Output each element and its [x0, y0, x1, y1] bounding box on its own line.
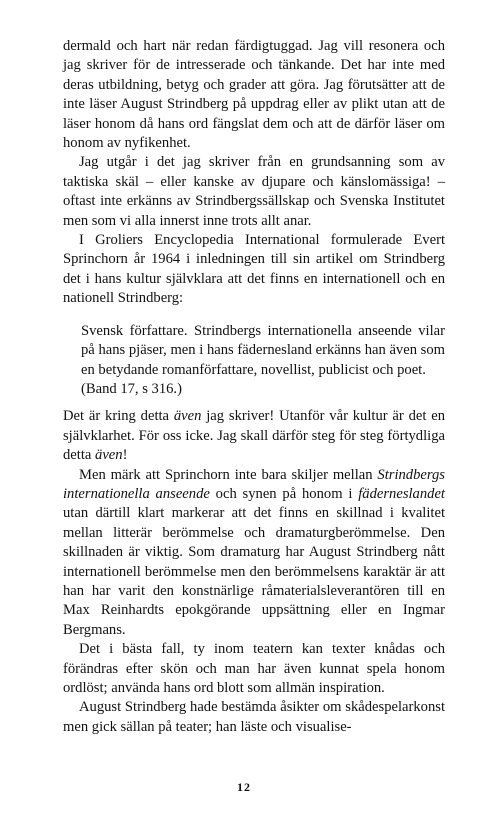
- quote-reference: (Band 17, s 316.): [81, 380, 182, 397]
- paragraph-6: Det i bästa fall, ty inom teatern kan texter knådas och förändras efter skön och man har även kunnat spela honom ordlöst; använda hans ord blott som allmän inspiration.: [63, 641, 445, 696]
- paragraph-4-emphasis-1: även: [173, 408, 202, 425]
- paragraph-5-part-b: och synen på honom i: [209, 485, 359, 502]
- body-text: [63, 37, 445, 737]
- block-quote: [81, 322, 445, 400]
- paragraph-5-emphasis-1: Strindbergs internationella anseende: [63, 466, 445, 502]
- paragraph-3: I Groliers Encyclopedia International formulerade Evert Sprinchorn år 1964 i inledningen till sin artikel om Strindberg det i hans kultur självklara att det finns en internationell och en nationell Strindberg:: [63, 232, 445, 307]
- paragraph-1: dermald och hart när redan färdigtuggad. Jag vill resonera och jag skriver för de intresserade och tänkande. Det har inte med deras utbildning, betyg och grader att göra. Jag förutsätter att de inte läser August Strindberg på uppdrag eller av plikt utan att de läser honom då hans ord fängslat dem och att de därför läser om honom av nyfikenhet.: [63, 38, 445, 152]
- paragraph-4-emphasis-2: även: [95, 447, 123, 464]
- paragraph-5-part-c: utan därtill klart markerar att det finns en skillnad i kvalitet mellan litterär berömmelse och dramaturgberömmelse. Den skillnaden är viktig. Som dramaturg har August Strindberg nått internationell berömmelse men den berömmelsens karaktär är att han har varit den konstnärlige råmaterialsleverantören till en Max Reinhardts epokgörande uppsättning eller en Ingmar Bergmans.: [63, 505, 445, 638]
- paragraph-7: August Strindberg hade bestämda åsikter om skådespelarkonst men gick sällan på teater; han läste och visualise-: [63, 699, 445, 735]
- paragraph-4-part-c: !: [122, 447, 128, 464]
- paragraph-4: [63, 407, 445, 465]
- paragraph-5-part-a: Men märk att Sprinchorn inte bara skiljer mellan: [79, 466, 378, 483]
- paragraph-2: Jag utgår i det jag skriver från en grundsanning som av taktiska skäl – eller kanske av djupare och känslomässiga! – oftast inte erkänns av Strindbergssällskap och Svenska Institutet men som vi alla innerst inne trots allt anar.: [63, 154, 445, 229]
- paragraph-4-part-b: jag skriver! Utanför vår kultur är det en självklarhet. För oss icke. Jag skall därför steg för steg förtydliga detta: [63, 408, 445, 464]
- page-number: 12: [237, 780, 251, 794]
- quote-text: Svensk författare. Strindbergs internationella anseende vilar på hans pjäser, men i hans fädernesland erkänns han även som en betydande romanförfattare, novellist, publicist och poet.: [81, 322, 445, 378]
- paragraph-5: [63, 466, 445, 641]
- paragraph-4-part-a: Det är kring detta: [63, 408, 174, 425]
- paragraph-5-emphasis-2: fäderneslandet: [358, 485, 445, 502]
